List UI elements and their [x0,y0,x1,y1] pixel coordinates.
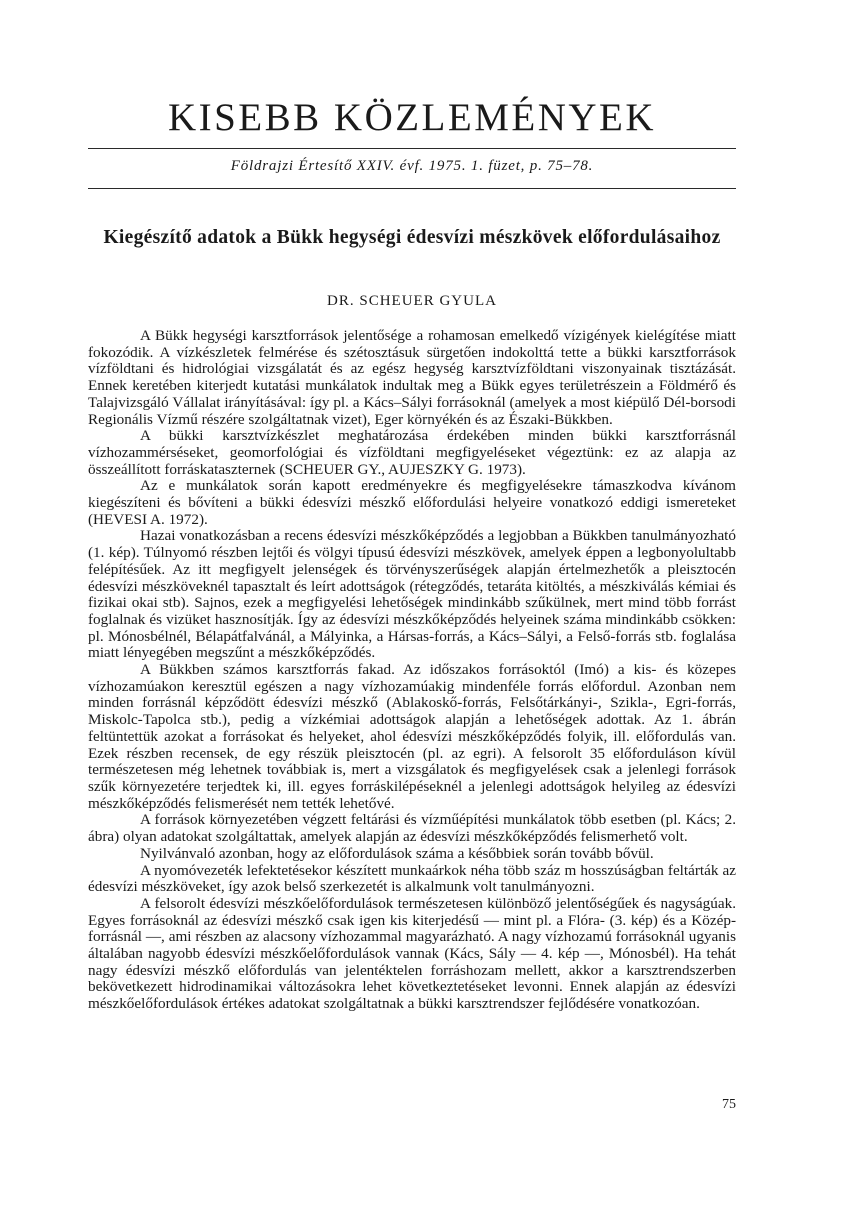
section-heading: KISEBB KÖZLEMÉNYEK [167,96,657,139]
page-number: 75 [722,1097,736,1112]
paragraph: Nyilvánvaló azonban, hogy az előfordulások száma a későbbiek során tovább bővül. [140,844,654,862]
paragraph: A nyomóvezeték lefektetésekor készített munkaárkok néha több száz m hosszúságban feltárták az édesvízi mészköveket, így azok belső szerkezetét is alkalmunk volt tanulmányozni. [88,861,736,896]
paragraph: A felsorolt édesvízi mészkőelőfordulások természetesen különböző jelentőségűek és nagyságúak. Egyes forrásoknál az édesvízi mészkő csak igen kis kiterjedésű — mint pl. a Flóra- (3. kép) és a Közép-forrásnál —, ami részben az alacsony vízhozammal magyarázható. A nagy vízhozamú forrásoknál ugyanis általában nagyobb édesvízi mészkőelőfordulások vannak (Kács, Sály — 4. kép —, Mónosbél). Ha tehát nagy édesvízi mészkő előfordulás van jelentéktelen forráshozam mellett, akkor a karsztrendszerben bekövetkezett hidrodinamikai változásokra lehet következtetéseket levonni. Ennek alapján az édesvízi mészkőelőfordulások értékes adatokat szolgáltatnak a bükki karsztrendszer fejlődésére vonatkozóan. [88,894,736,1013]
paragraph: A Bükkben számos karsztforrás fakad. Az időszakos forrásoktól (Imó) a kis- és közepes vízhozamúakon keresztül egészen a nagy vízhozamúakig mindenféle forrás előfordul. Azonban nem minden forrásnál képződött édesvízi mészkő (Ablakoskő-forrás, Felsőtárkányi-, Szikla-, Egri-forrás, Miskolc-Tapolca stb.), pedig a vízkémiai adottságok alapján a lehetőségek adottak. Az 1. ábrán feltüntettük azokat a forrásokat és helyeket, ahol édesvízi mészkőképződés folyik, ill. előfordulás van. Ezek részben recensek, de egy részük pleisztocén (pl. az egri). A felsorolt 35 előforduláson kívül természetesen még lehetnek továbbiak is, mert a vizsgálatok és megfigyelések csak a jelenlegi források szűk környezetére terjedtek ki, ill. egyes forráskilépéseknél a jelenlegi adottságok helyileg az édesvízi mészkőképződés felismerését nem tették lehetővé. [88,661,736,812]
bottom-rule [88,188,736,189]
paragraph: Hazai vonatkozásban a recens édesvízi mészkőképződés a legjobban a Bükkben tanulmányozható (1. kép). Túlnyomó részben lejtői és völgyi típusú édesvízi mészkövek, amelyek éppen a legbonyolultabb felépítésűek. Az itt megfigyelt jelenségek és törvényszerűségek alapján értelmezhetők a pleisztocén édesvízi mészköveknél tapasztalt és leírt adottságok (rétegződés, tetaráta kitöltés, a mészkiválás kémiai és fizikai okai stb). Sajnos, ezek a megfigyelési lehetőségek mindinkább szűkülnek, mert mind több forrást foglalnak és vizüket hasznosítják. Így az édesvízi mészkőképződés helyeinek száma mindinkább csökken: pl. Mónosbélnél, Bélapátfalvánál, a Mályinka, a Hársas-forrás, a Kács–Sályi, a Felső-forrás stb. foglalása miatt lényegében megszűnt a mészkőképződés. [88,527,736,662]
article-author: DR. SCHEUER GYULA [327,293,497,309]
paragraph: A források környezetében végzett feltárási és vízműépítési munkálatok több esetben (pl. Kács; 2. ábra) olyan adatokat szolgáltattak, amelyek alapján az édesvízi mészkőképződés felismerhető volt. [88,811,736,846]
journal-citation: Földrajzi Értesítő XXIV. évf. 1975. 1. füzet, p. 75–78. [230,158,594,174]
paragraph: A bükki karsztvízkészlet meghatározása érdekében minden bükki karsztforrásnál vízhozammérséseket, geomorfológiai és vízföldtani megfigyeléseket végeztünk: ez az alapja az összeállított forráskataszternek (SCHEUER GY., AUJESZKY G. 1973). [88,427,736,478]
paragraph: Az e munkálatok során kapott eredményekre és megfigyelésekre támaszkodva kívánom kiegészíteni és bővíteni a bükki édesvízi mészkő előfordulási helyeire vonatkozó eddigi ismereteket (HEVESI A. 1972). [88,477,736,528]
paragraph: A Bükk hegységi karsztforrások jelentősége a rohamosan emelkedő vízigények kielégítése miatt fokozódik. A vízkészletek felmérése és szétosztásuk sürgetően indokolttá tette a bükki karsztforrások vízföldtani és hidrológiai vizsgálatát és az egész hegység karsztvízföldtani viszonyainak tisztázását. Ennek keretében kiterjedt kutatási munkálatok indultak meg a Bükk egyes területrészein a Földmérő és Talajvizsgáló Vállalat irányításával: így pl. a Kács–Sályi forrásoknál (amelyek a most kiépülő Dél-borsodi Regionális Vízmű részére szolgáltatnak vizet), Eger környékén és az Északi-Bükkben. [88,327,736,428]
article-title: Kiegészítő adatok a Bükk hegységi édesvízi mészkövek előfordulásaihoz [103,227,721,248]
article-body [88,328,736,1013]
journal-page [88,0,736,1210]
top-rule [88,148,736,149]
